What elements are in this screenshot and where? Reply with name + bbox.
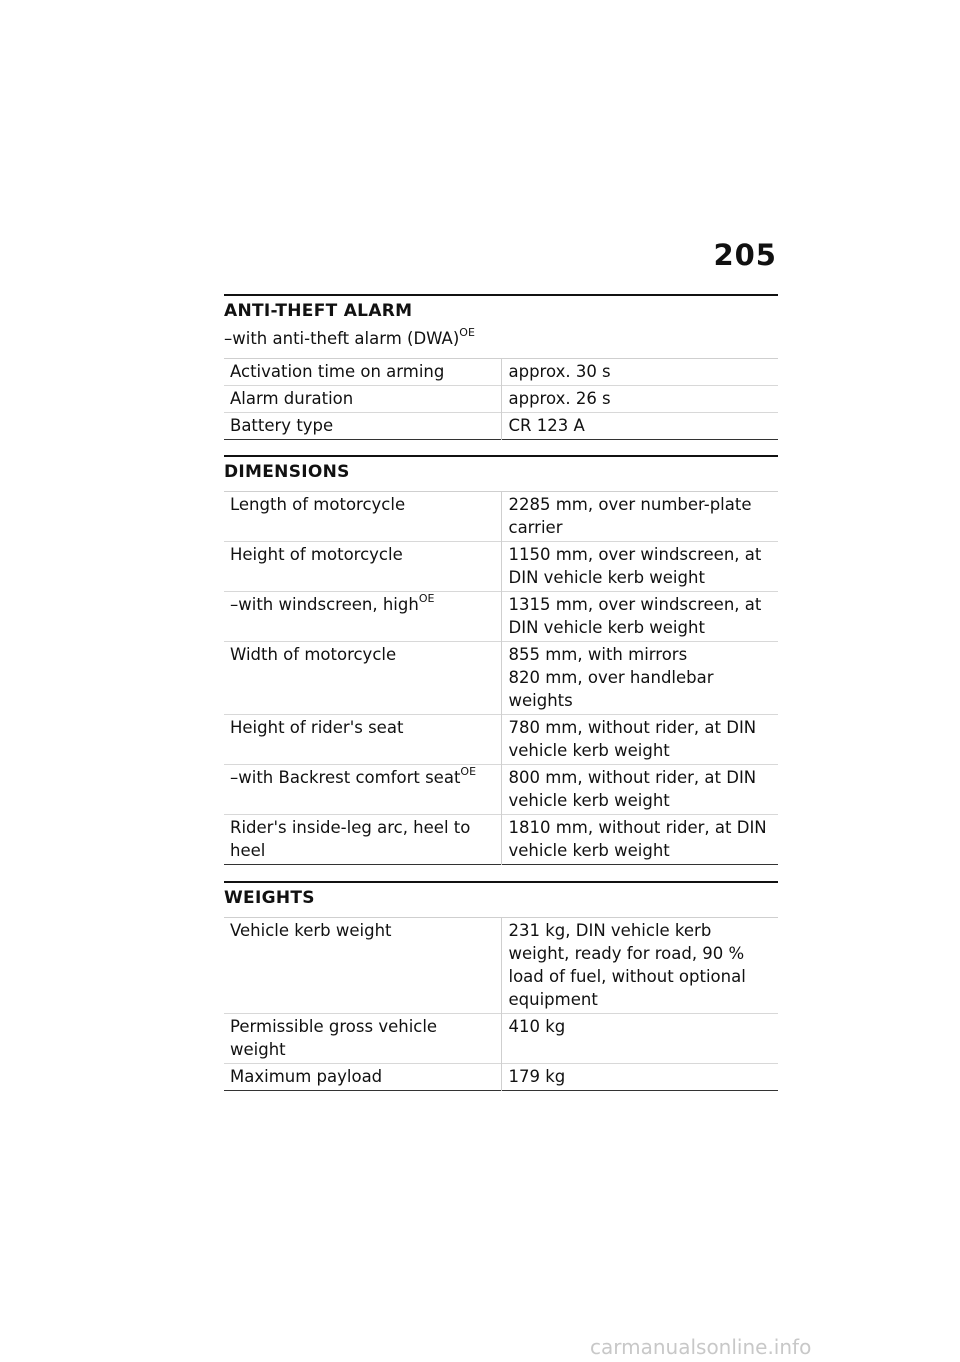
section-dimensions — [224, 455, 778, 865]
row-label-option: –with Backrest comfort seat$^{OE}$ — [224, 765, 501, 815]
row-label-option: –with windscreen, high$^{OE}$ — [224, 592, 501, 642]
oe-marker: OE — [459, 325, 475, 339]
page-number: 205 — [713, 238, 777, 272]
table-row — [224, 642, 778, 715]
row-value: 800 mm, without rider, at DIN vehicle kerb weight — [501, 765, 778, 815]
watermark: carmanualsonline.info — [590, 1335, 812, 1359]
row-value: 231 kg, DIN vehicle kerb weight, ready for road, 90 % load of fuel, without optional equipment — [508, 921, 746, 1009]
value-line: 855 mm, with mirrors — [508, 645, 688, 664]
row-value-multi — [501, 642, 778, 715]
row-label: Permissible gross vehicle weight — [224, 1014, 501, 1064]
row-label: Height of motorcycle — [224, 542, 501, 592]
table-row — [224, 492, 778, 542]
section-heading: WEIGHTS — [224, 888, 315, 908]
oe-marker: OE — [460, 764, 477, 778]
table-row — [224, 918, 778, 1014]
oe-marker: OE — [418, 591, 435, 605]
row-label: Width of motorcycle — [224, 642, 501, 715]
value-line: 820 mm, over handlebar weights — [508, 668, 714, 710]
spec-table-dimensions — [224, 491, 778, 865]
row-value: 1810 mm, without rider, at DIN vehicle kerb weight — [501, 815, 778, 865]
section-weights — [224, 881, 778, 1091]
table-row — [224, 592, 778, 642]
row-value: 1315 mm, over windscreen, at DIN vehicle kerb weight — [501, 592, 778, 642]
spec-table-alarm — [224, 358, 778, 440]
table-row — [224, 413, 778, 440]
row-value: 1150 mm, over windscreen, at DIN vehicle kerb weight — [501, 542, 778, 592]
section-heading: ANTI-THEFT ALARM — [224, 301, 413, 321]
table-row — [224, 1014, 778, 1064]
table-row — [224, 386, 778, 413]
row-label: Battery type — [224, 413, 501, 440]
table-row — [224, 815, 778, 865]
row-label: Length of motorcycle — [224, 492, 501, 542]
table-row — [224, 715, 778, 765]
row-value: approx. 30 s — [508, 362, 611, 381]
row-label: Height of rider's seat — [224, 715, 501, 765]
row-label: Maximum payload — [224, 1064, 501, 1091]
row-value: 2285 mm, over number-plate carrier — [508, 495, 752, 537]
row-label: Alarm duration — [224, 386, 501, 413]
table-row — [224, 359, 778, 386]
spec-table-weights — [224, 917, 778, 1091]
row-label: Rider's inside-leg arc, heel to heel — [224, 815, 501, 865]
row-label-text: with windscreen, high — [238, 595, 419, 614]
section-heading: DIMENSIONS — [224, 462, 350, 482]
table-row — [224, 765, 778, 815]
row-value: approx. 26 s — [501, 386, 778, 413]
row-value: 179 kg — [501, 1064, 778, 1091]
row-label: Vehicle kerb weight — [224, 918, 501, 1014]
table-row — [224, 1064, 778, 1091]
row-label-text: with Backrest comfort seat — [238, 768, 461, 787]
sub-heading-dwa: –with anti-theft alarm (DWA)$^{OE}$ — [224, 325, 475, 348]
row-label: Activation time on arming — [224, 359, 501, 386]
sub-heading-text: with anti-theft alarm (DWA) — [232, 329, 460, 348]
section-anti-theft-alarm — [224, 294, 778, 440]
row-value: CR 123 A — [501, 413, 778, 440]
row-value: 780 mm, without rider, at DIN vehicle kerb weight — [501, 715, 778, 765]
row-value: 410 kg — [501, 1014, 778, 1064]
table-row — [224, 542, 778, 592]
spec-content — [224, 294, 778, 1091]
